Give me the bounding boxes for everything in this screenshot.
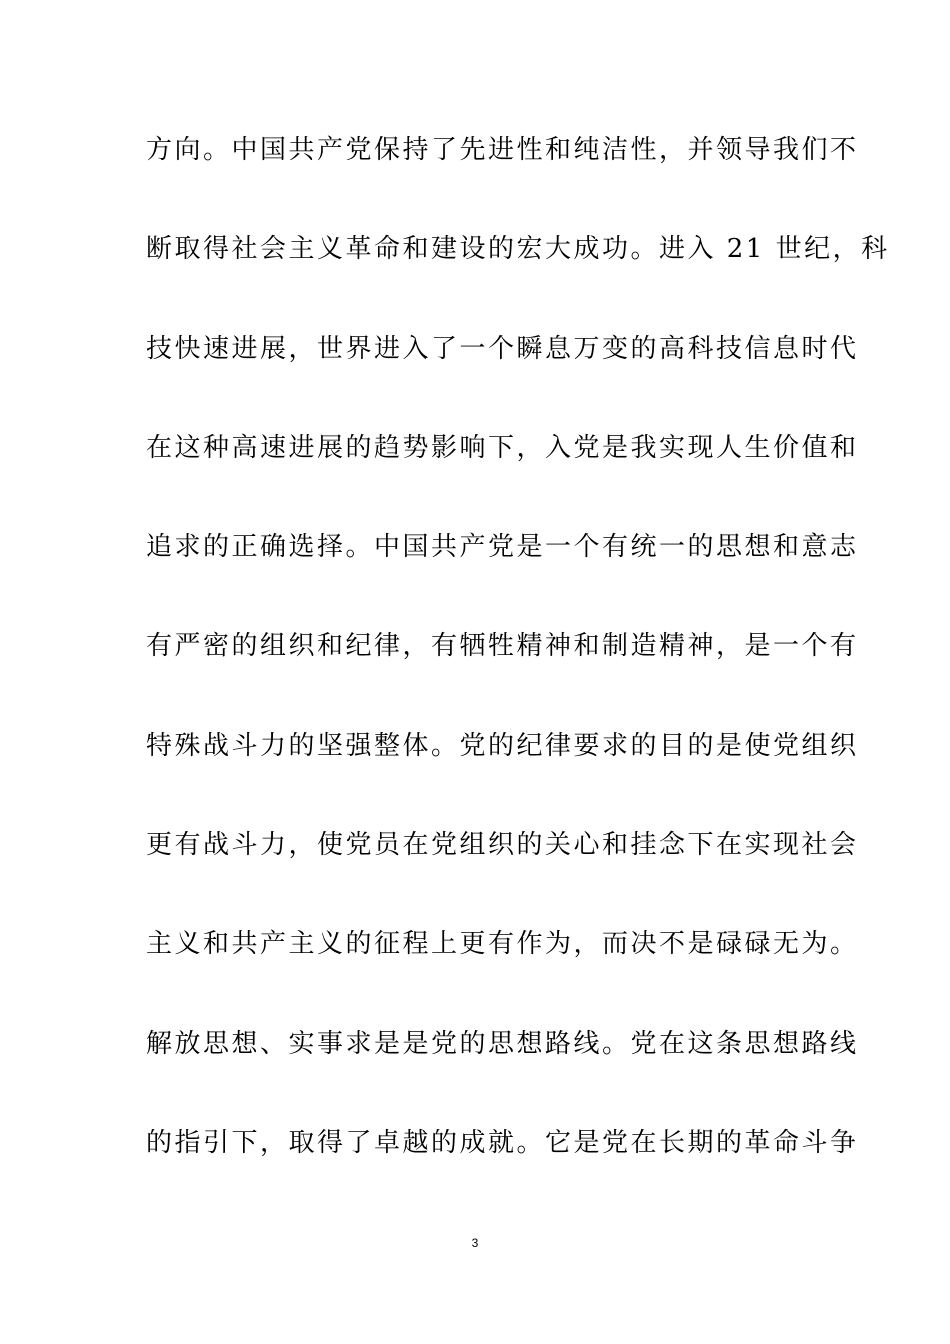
text-line-9: 主义和共产主义的征程上更有作为，而决不是碌碌无为。 bbox=[146, 929, 859, 960]
text-line-8: 更有战斗力，使党员在党组织的关心和挂念下在实现社会 bbox=[146, 830, 859, 861]
text-line-1: 方向。中国共产党保持了先进性和纯洁性，并领导我们不 bbox=[146, 135, 859, 165]
body-text bbox=[146, 128, 890, 1220]
text-line-10: 解放思想、实事求是是党的思想路线。党在这条思想路线 bbox=[146, 1028, 859, 1059]
text-line-3: 技快速进展，世界进入了一个瞬息万变的高科技信息时代 bbox=[146, 333, 859, 364]
text-line-2: 断取得社会主义革命和建设的宏大成功。进入 21 世纪，科 bbox=[146, 234, 890, 265]
text-line-7: 特殊战斗力的坚强整体。党的纪律要求的目的是使党组织 bbox=[146, 730, 859, 761]
page-number: 3 bbox=[471, 1236, 479, 1250]
text-line-5: 追求的正确选择。中国共产党是一个有统一的思想和意志 bbox=[146, 532, 859, 563]
text-line-11: 的指引下，取得了卓越的成就。它是党在长期的革命斗争 bbox=[146, 1127, 859, 1158]
text-line-4: 在这种高速进展的趋势影响下，入党是我实现人生价值和 bbox=[146, 432, 859, 463]
text-line-6: 有严密的组织和纪律，有牺牲精神和制造精神，是一个有 bbox=[146, 631, 859, 662]
